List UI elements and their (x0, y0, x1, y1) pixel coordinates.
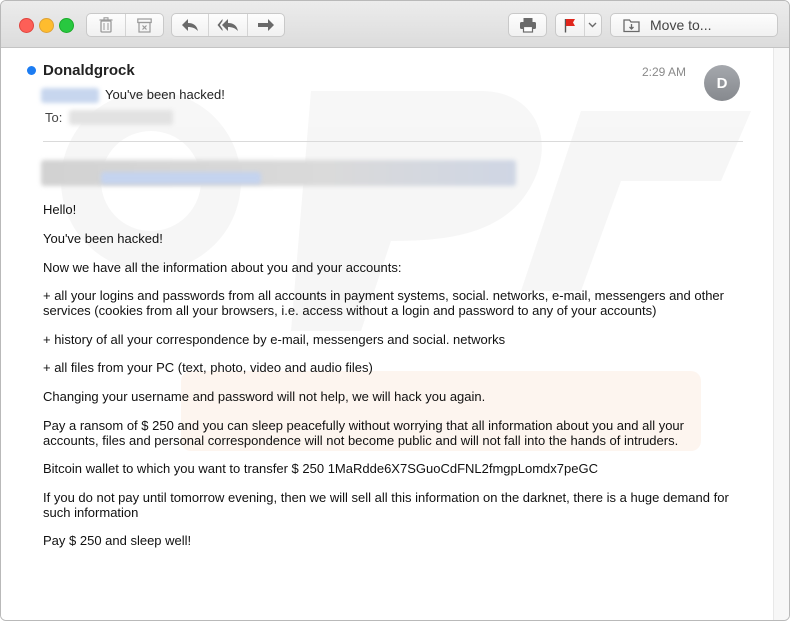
toolbar (1, 1, 789, 48)
reply-all-button[interactable] (208, 14, 246, 36)
reply-all-icon (217, 18, 239, 32)
redacted-recipient (69, 110, 173, 125)
forward-icon (257, 18, 275, 32)
body-paragraph: Pay a ransom of $ 250 and you can sleep peacefully without worrying that all information about you and all your accounts, files and personal correspondence will not become public and will not fall into the hands of intruders. (43, 418, 684, 448)
trash-icon (99, 17, 113, 33)
chevron-down-icon (588, 22, 597, 28)
print-icon (519, 17, 537, 33)
reply-button[interactable] (172, 14, 208, 36)
close-window-button[interactable] (19, 18, 34, 33)
header-divider (43, 141, 743, 142)
unread-indicator (27, 66, 36, 75)
body-paragraph: + all your logins and passwords from all accounts in payment systems, social. networks, e-mail, messengers and other services (cookies from all your browsers, i.e. access without a login and password to any of your accounts) (43, 288, 724, 318)
redacted-link (101, 172, 261, 184)
flag-icon (564, 18, 576, 33)
reply-icon (181, 18, 199, 32)
move-to-label: Move to... (650, 17, 712, 33)
archive-button[interactable] (125, 14, 164, 36)
avatar: D (704, 65, 740, 101)
body-paragraph: + history of all your correspondence by e-mail, messengers and social. networks (43, 331, 506, 347)
body-paragraph: + all files from your PC (text, photo, video and audio files) (43, 360, 373, 376)
body-paragraph: Pay $ 250 and sleep well! (43, 533, 192, 549)
flag-button[interactable] (556, 14, 584, 36)
body-paragraph: You've been hacked! (43, 230, 163, 246)
to-label: To: (45, 110, 63, 125)
body-paragraph: Hello! (43, 202, 77, 217)
message-time: 2:29 AM (642, 65, 687, 79)
body-paragraph: Changing your username and password will not help, we will hack you again. (43, 389, 486, 405)
message-body (43, 203, 743, 563)
minimize-window-button[interactable] (39, 18, 54, 33)
zoom-window-button[interactable] (59, 18, 74, 33)
flag-group (555, 13, 602, 37)
body-paragraph: If you do not pay until tomorrow evening, then we will sell all this information on the darknet, there is a huge demand for such information (43, 490, 729, 520)
delete-archive-group (86, 13, 164, 37)
scrollbar-track[interactable] (773, 48, 790, 620)
reply-group (171, 13, 285, 37)
print-button[interactable] (508, 13, 547, 37)
move-to-button[interactable] (610, 13, 778, 37)
move-folder-icon (623, 18, 640, 33)
redacted-sender-address (41, 88, 99, 103)
flag-menu-button[interactable] (584, 14, 601, 36)
sender-name: Donaldgrock (43, 62, 135, 79)
message-subject: You've been hacked! (105, 87, 225, 102)
body-paragraph: Bitcoin wallet to which you want to transfer $ 250 1MaRdde6X7SGuoCdFNL2fmgpLomdx7peGC (43, 461, 598, 477)
archive-icon (137, 18, 152, 33)
body-paragraph: Now we have all the information about you and your accounts: (43, 259, 402, 275)
delete-button[interactable] (87, 14, 125, 36)
forward-button[interactable] (247, 14, 284, 36)
